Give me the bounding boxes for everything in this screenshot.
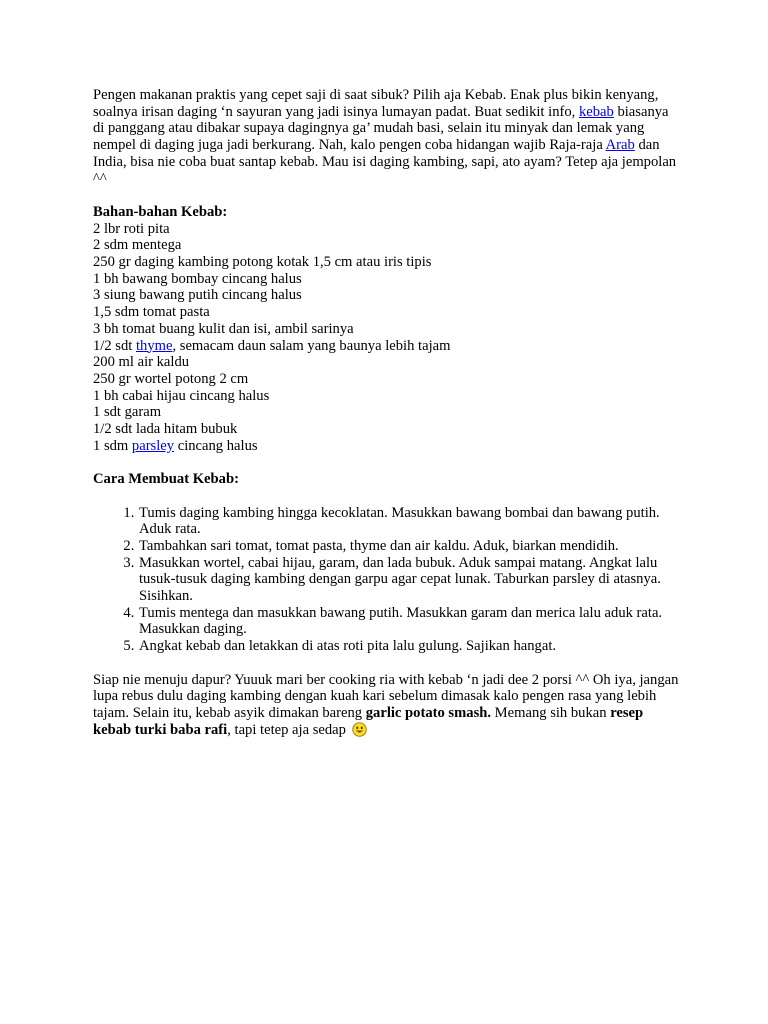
method-heading: Cara Membuat Kebab: — [93, 471, 239, 488]
ingredient-parsley-desc: cincang halus — [174, 437, 258, 454]
intro-text-3: dan India, bisa nie coba buat santap kebab. Mau isi daging kambing, sapi, ato ayam? Tetep aja jempolan ^^ — [93, 137, 677, 187]
ingredient-item: 1 bh cabai hijau cincang halus — [93, 387, 270, 404]
ingredient-thyme-qty: 1/2 sdt — [93, 337, 136, 354]
method-step: 3. Masukkan wortel, cabai hijau, garam, dan lada bubuk. Aduk sampai matang. Angkat lalu tusuk-tusuk daging kambing dengan garpu agar cepat lunak. Taburkan parsley di atasnya. Sisihkan. — [138, 555, 683, 605]
ingredient-item: 1 bh bawang bombay cincang halus — [93, 270, 302, 287]
ingredient-item: 250 gr wortel potong 2 cm — [93, 370, 249, 387]
garlic-potato-smash-bold: garlic potato smash. — [365, 704, 492, 721]
outro-text-1: Siap nie menuju dapur? Yuuuk mari ber cooking ria with kebab ‘n jadi dee 2 porsi ^^ Oh iya, jangan lupa rebus dulu daging kambing dengan kuah kari sebelum dimasak kalo pengen rasa yang lebih tajam. Selain itu, kebab asyik dimakan bareng — [93, 671, 679, 721]
ingredient-item: 2 lbr roti pita — [93, 220, 170, 237]
ingredient-item: 200 ml air kaldu — [93, 354, 190, 371]
ingredient-parsley-qty: 1 sdm — [93, 437, 132, 454]
method-step: 4. Tumis mentega dan masukkan bawang putih. Masukkan garam dan merica lalu aduk rata. Masukkan daging. — [138, 605, 683, 638]
intro-text-1: Pengen makanan praktis yang cepet saji di saat sibuk? Pilih aja Kebab. Enak plus bikin kenyang, soalnya irisan daging ‘n sayuran yang jadi isinya lumayan padat. Buat sedikit info, — [93, 87, 659, 120]
ingredient-item-thyme — [93, 338, 683, 355]
ingredient-thyme-desc: , semacam daun salam yang baunya lebih tajam — [172, 337, 451, 354]
document-page — [93, 87, 683, 738]
arab-link[interactable]: Arab — [605, 137, 635, 154]
resep-kebab-bold: resep kebab turki baba rafi — [93, 704, 644, 738]
smiley-face-icon — [352, 722, 367, 737]
method-steps-list — [93, 505, 683, 655]
ingredient-item: 3 bh tomat buang kulit dan isi, ambil sarinya — [93, 320, 354, 337]
outro-text-3: , tapi tetep aja sedap — [227, 721, 350, 738]
outro-paragraph — [93, 672, 683, 739]
ingredients-section — [93, 204, 683, 455]
intro-paragraph — [93, 87, 683, 187]
method-step: 2. Tambahkan sari tomat, tomat pasta, thyme dan air kaldu. Aduk, biarkan mendidih. — [138, 538, 683, 555]
ingredient-item-parsley — [93, 438, 683, 455]
method-step: 1. Tumis daging kambing hingga kecoklatan. Masukkan bawang bombai dan bawang putih. Aduk rata. — [138, 505, 683, 538]
parsley-link[interactable]: parsley — [131, 437, 175, 454]
method-step: 5. Angkat kebab dan letakkan di atas roti pita lalu gulung. Sajikan hangat. — [138, 638, 683, 655]
ingredient-item: 2 sdm mentega — [93, 237, 182, 254]
ingredient-item: 250 gr daging kambing potong kotak 1,5 cm atau iris tipis — [93, 254, 432, 271]
kebab-link[interactable]: kebab — [578, 103, 614, 120]
outro-text-2: Memang sih bukan — [491, 704, 611, 721]
intro-text-2: biasanya di panggang atau dibakar supaya dagingnya ga’ mudah basi, selain itu minyak dan lemak yang nempel di daging juga jadi berkurang. Nah, kalo pengen coba hidangan wajib Raja-raja — [93, 103, 669, 154]
thyme-link[interactable]: thyme — [135, 337, 173, 354]
ingredient-item: 3 siung bawang putih cincang halus — [93, 287, 302, 304]
ingredients-heading: Bahan-bahan Kebab: — [93, 203, 228, 220]
ingredient-item: 1 sdt garam — [93, 404, 162, 421]
ingredient-item: 1,5 sdm tomat pasta — [93, 304, 210, 321]
ingredient-item: 1/2 sdt lada hitam bubuk — [93, 421, 238, 438]
